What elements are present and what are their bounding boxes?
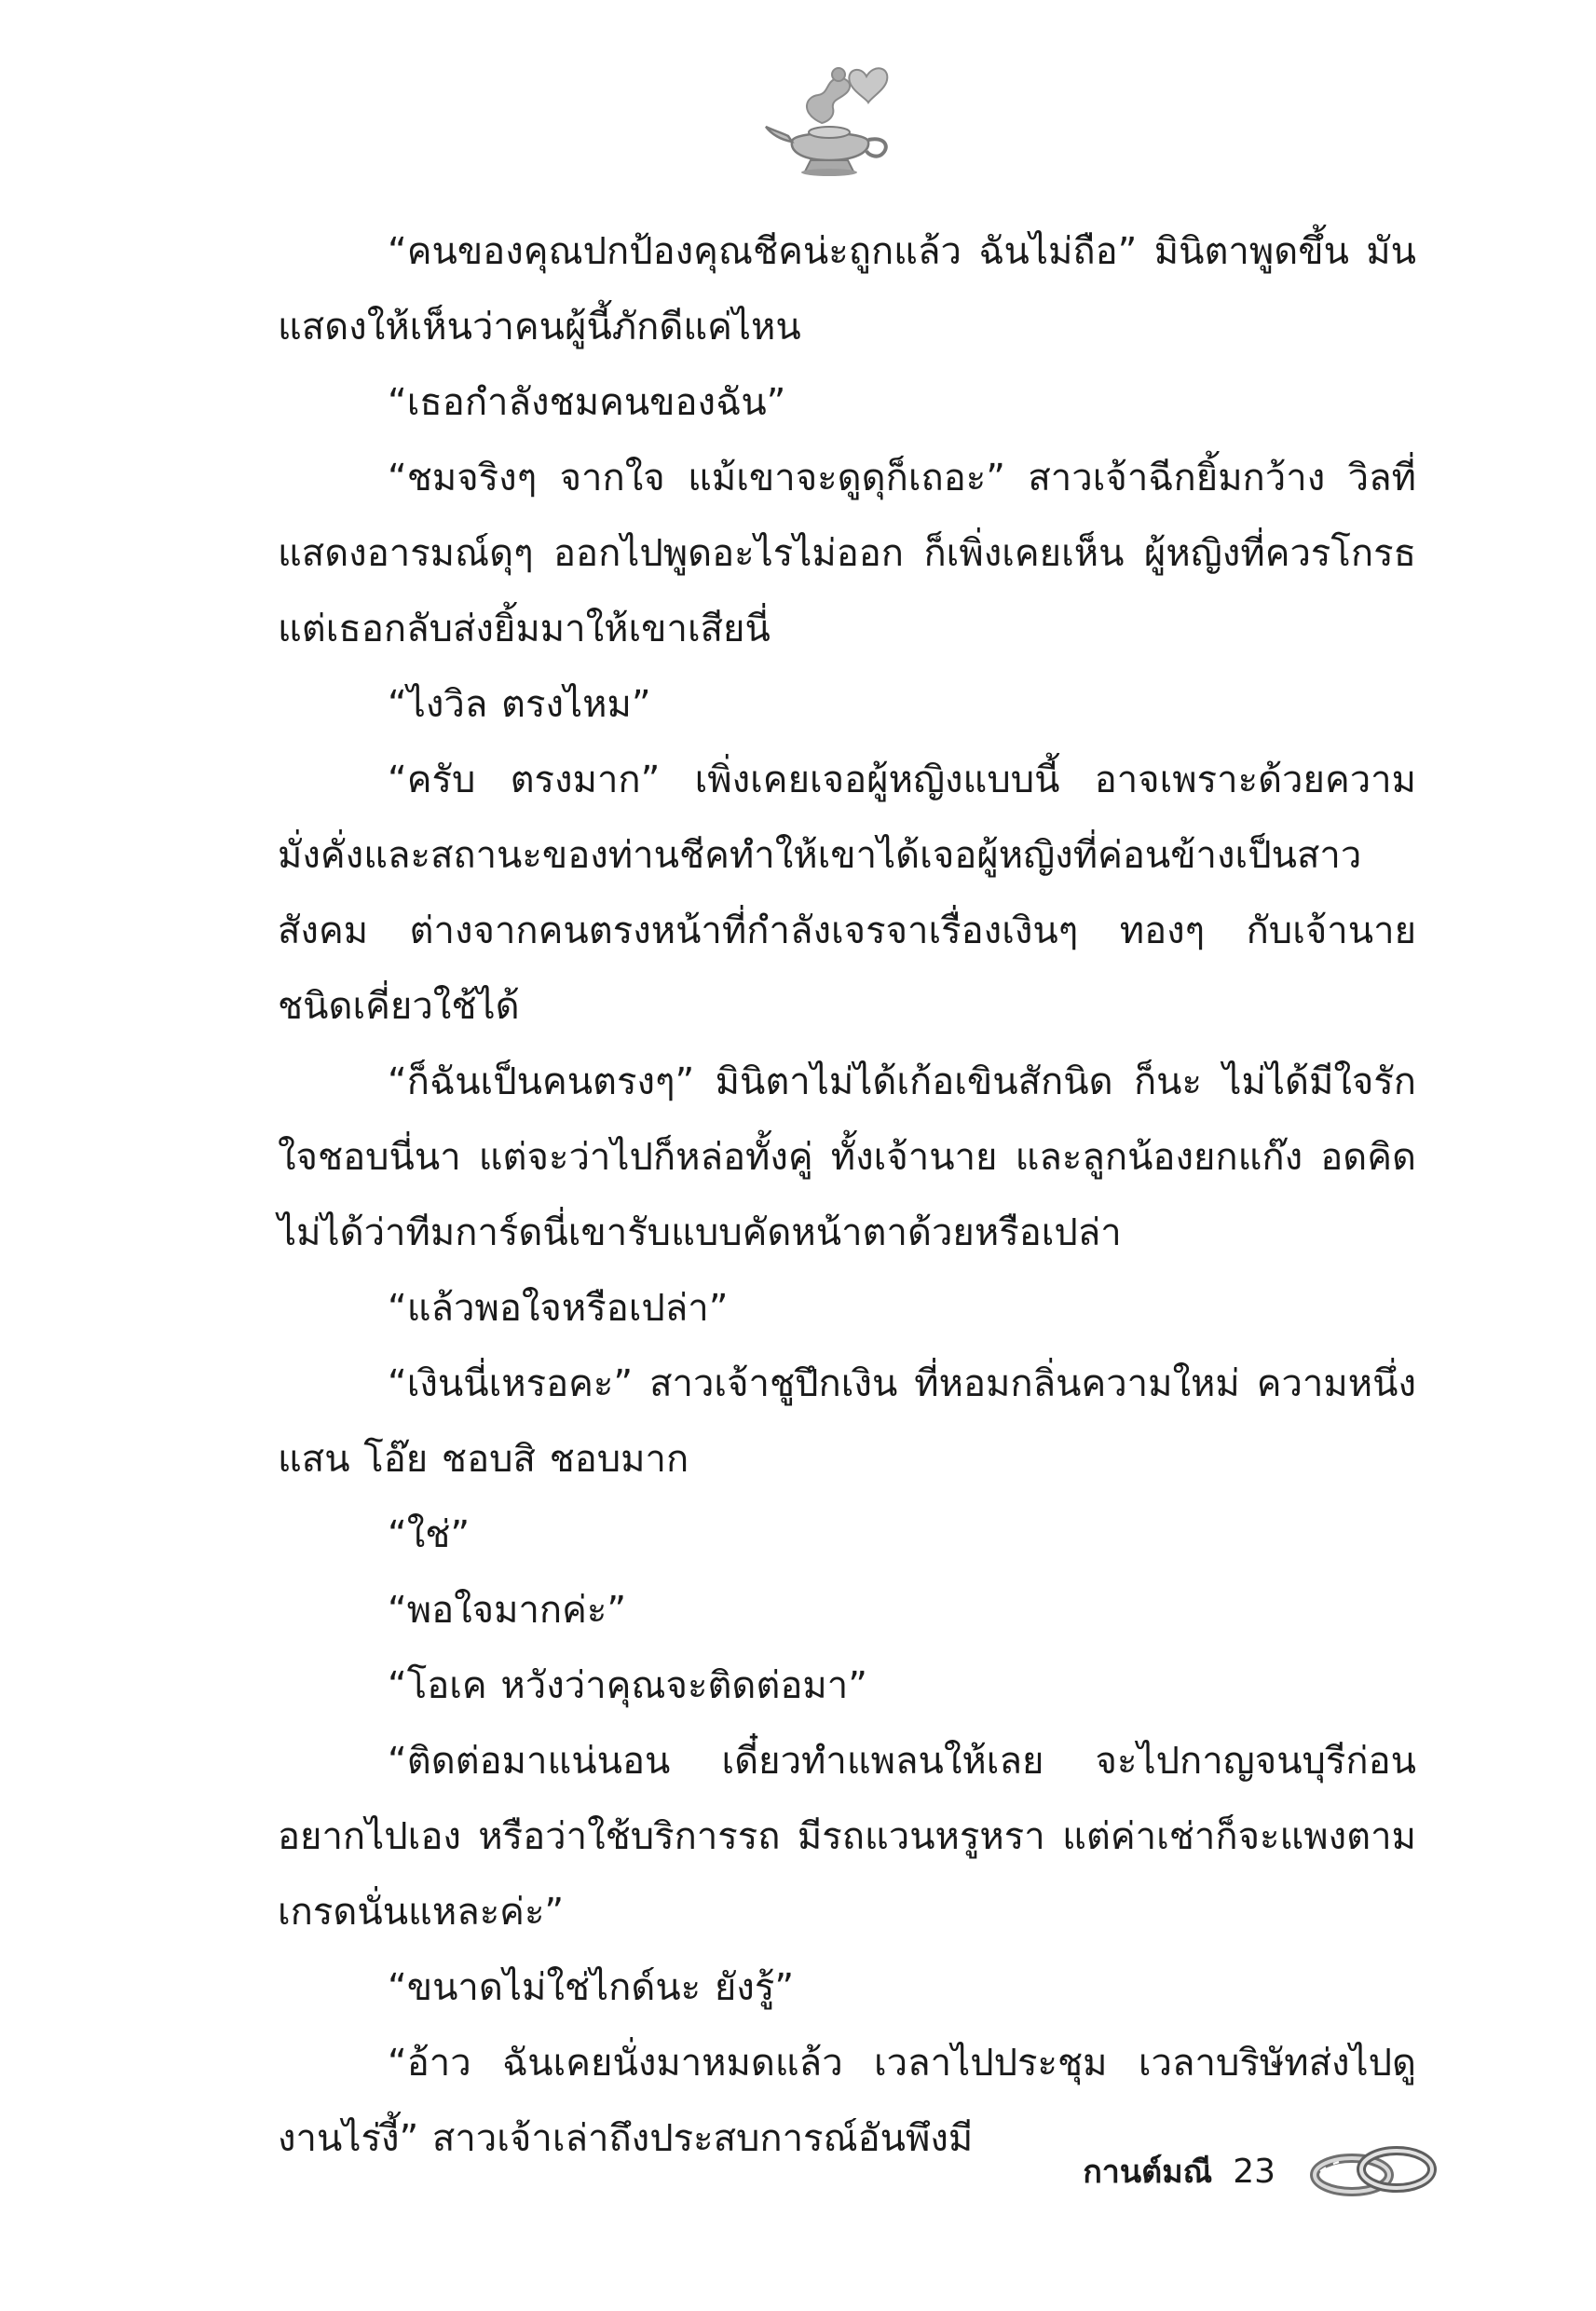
page-footer: [1083, 2143, 1438, 2199]
paragraph: “ใช่”: [388, 1513, 471, 1556]
paragraph: “ก็ฉันเป็นคนตรงๆ” มินิตาไม่ได้เก้อเขินสักนิด ก็นะ ไม่ได้มีใจรักใจชอบนี่นา แต่จะว่าไปก็หล่อทั้งคู่ ทั้งเจ้านาย และลูกน้องยกแก๊ง อดคิดไม่ได้ว่าทีมการ์ดนี่เขารับแบบคัดหน้าตาด้วยหรือเปล่า: [278, 1060, 1416, 1254]
paragraph: “เธอกำลังชมคนของฉัน”: [388, 381, 786, 424]
paragraph: “ติดต่อมาแน่นอน เดี๋ยวทำแพลนให้เลย จะไปกาญจนบุรีก่อน อยากไปเอง หรือว่าใช้บริการรถ มีรถแวนหรูหรา แต่ค่าเช่าก็จะแพงตามเกรดนั่นแหละค่ะ”: [278, 1740, 1416, 1934]
genie-lamp-icon: [764, 56, 904, 177]
page-number: 23: [1233, 2152, 1275, 2191]
paragraph: “อ้าว ฉันเคยนั่งมาหมดแล้ว เวลาไปประชุม เวลาบริษัทส่งไปดูงานไร่งี้” สาวเจ้าเล่าถึงประสบการณ์อันพึงมี: [278, 2042, 1416, 2160]
wedding-rings-icon: [1307, 2143, 1438, 2199]
author-name: กานต์มณี: [1083, 2154, 1213, 2191]
paragraph: “โอเค หวังว่าคุณจะติดต่อมา”: [388, 1664, 867, 1707]
paragraph: “ชมจริงๆ จากใจ แม้เขาจะดูดุก็เถอะ” สาวเจ้าฉีกยิ้มกว้าง วิลที่แสดงอารมณ์ดุๆ ออกไปพูดอะไรไม่ออก ก็เพิ่งเคยเห็น ผู้หญิงที่ควรโกรธ แต่เธอกลับส่งยิ้มมาให้เขาเสียนี่: [278, 457, 1416, 650]
body-text: [278, 214, 1416, 2177]
paragraph: “เงินนี่เหรอคะ” สาวเจ้าชูปึกเงิน ที่หอมกลิ่นความใหม่ ความหนึ่งแสน โอ๊ย ชอบสิ ชอบมาก: [278, 1362, 1416, 1481]
paragraph: “พอใจมากค่ะ”: [388, 1589, 627, 1632]
paragraph: “คนของคุณปกป้องคุณชีคน่ะถูกแล้ว ฉันไม่ถือ” มินิตาพูดขึ้น มันแสดงให้เห็นว่าคนผู้นี้ภักดีแค่ไหน: [278, 230, 1416, 349]
paragraph: “ครับ ตรงมาก” เพิ่งเคยเจอผู้หญิงแบบนี้ อาจเพราะด้วยความมั่งคั่งและสถานะของท่านชีคทำให้เขาได้เจอผู้หญิงที่ค่อนข้างเป็นสาวสังคม ต่างจากคนตรงหน้าที่กำลังเจรจาเรื่องเงินๆ ทองๆ กับเจ้านาย ชนิดเคี่ยวใช้ได้: [278, 759, 1416, 1028]
paragraph: “แล้วพอใจหรือเปล่า”: [388, 1287, 729, 1330]
paragraph: “ไงวิล ตรงไหม”: [388, 683, 651, 726]
paragraph: “ขนาดไม่ใช่ไกด์นะ ยังรู้”: [388, 1966, 795, 2009]
